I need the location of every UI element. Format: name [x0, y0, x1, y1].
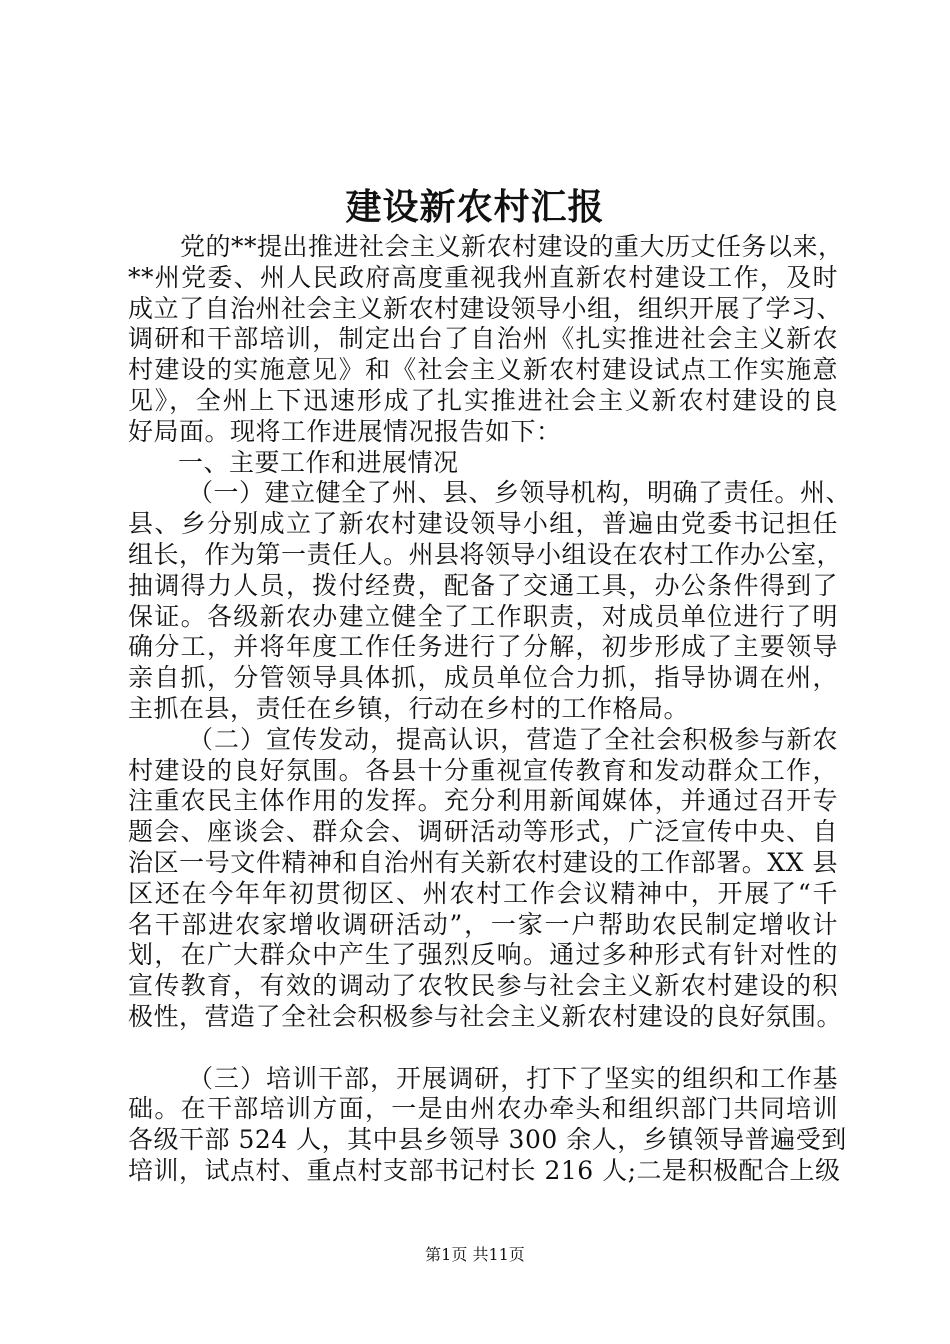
- text-line: （二）宣传发动，提高认识，营造了全社会积极参与新农: [188, 724, 838, 754]
- text-line: （一）建立健全了州、县、乡领导机构，明确了责任。州、: [188, 478, 852, 508]
- paragraph-part-1: [128, 478, 852, 724]
- text-line: 名干部进农家增收调研活动”，一家一户帮助农民制定增收计: [128, 909, 838, 939]
- text-line: 党的**提出推进社会主义新农村建设的重大历丈任务以来，: [180, 232, 844, 261]
- text-line: 极性，营造了全社会积极参与社会主义新农村建设的良好氛围。: [128, 1001, 843, 1031]
- text-line: 区还在今年年初贯彻区、州农村工作会议精神中，开展了“千: [128, 878, 838, 908]
- text-line: 见》，全州上下迅速形成了扎实推进社会主义新农村建设的良: [128, 385, 838, 415]
- text-line: 村建设的良好氛围。各县十分重视宣传教育和发动群众工作，: [128, 755, 838, 785]
- text-line: 宣传教育，有效的调动了农牧民参与社会主义新农村建设的积: [128, 971, 838, 1001]
- document-body: [128, 232, 852, 1187]
- text-line: 县、乡分别成立了新农村建设领导小组，普遍由党委书记担任: [128, 509, 838, 539]
- text-line: 主抓在县，责任在乡镇，行动在乡村的工作格局。: [128, 693, 690, 723]
- text-line: 治区一号文件精神和自治州有关新农村建设的工作部署。XX 县: [128, 847, 838, 877]
- paragraph-part-2: [128, 724, 843, 1033]
- text-line: 确分工，并将年度工作任务进行了分解，初步形成了主要领导: [128, 632, 838, 662]
- text-line: 各级干部 524 人，其中县乡领导 300 余人，乡镇领导普遍受到: [128, 1125, 847, 1155]
- paragraph-part-3: [128, 1063, 847, 1187]
- page-footer: 第1页 共11页: [425, 1245, 525, 1264]
- text-line: 保证。各级新农办建立健全了工作职责，对成员单位进行了明: [128, 601, 838, 631]
- text-line: 抽调得力人员，拨付经费，配备了交通工具，办公条件得到了: [128, 570, 838, 600]
- text-line: 础。在干部培训方面，一是由州农办牵头和组织部门共同培训: [128, 1094, 838, 1124]
- section-heading: [128, 448, 838, 479]
- text-line: **州党委、州人民政府高度重视我州直新农村建设工作，及时: [128, 262, 838, 292]
- document-title: 建设新农村汇报: [345, 186, 605, 228]
- text-line: 组长，作为第一责任人。州县将领导小组设在农村工作办公室，: [128, 539, 843, 569]
- text-line: 好局面。现将工作进展情况报告如下：: [128, 416, 562, 446]
- text-line: 村建设的实施意见》和《社会主义新农村建设试点工作实施意: [128, 355, 838, 385]
- text-line: 一、主要工作和进展情况: [178, 447, 459, 477]
- text-line: 培训，试点村、重点村支部书记村长 216 人;二是积极配合上级: [128, 1155, 841, 1185]
- text-line: 调研和干部培训，制定出台了自治州《扎实推进社会主义新农: [128, 324, 838, 354]
- text-line: 成立了自治州社会主义新农村建设领导小组，组织开展了学习、: [128, 293, 843, 323]
- text-line: 注重农民主体作用的发挥。充分利用新闻媒体，并通过召开专: [128, 786, 838, 816]
- text-line: 划，在广大群众中产生了强烈反响。通过多种形式有针对性的: [128, 940, 838, 970]
- paragraph-intro: [128, 232, 844, 448]
- text-line: （三）培训干部，开展调研，打下了坚实的组织和工作基: [188, 1063, 838, 1093]
- text-line: 亲自抓，分管领导具体抓，成员单位合力抓，指导协调在州，: [128, 663, 838, 693]
- blank-line: [128, 1033, 838, 1064]
- text-line: 题会、座谈会、群众会、调研活动等形式，广泛宣传中央、自: [128, 817, 838, 847]
